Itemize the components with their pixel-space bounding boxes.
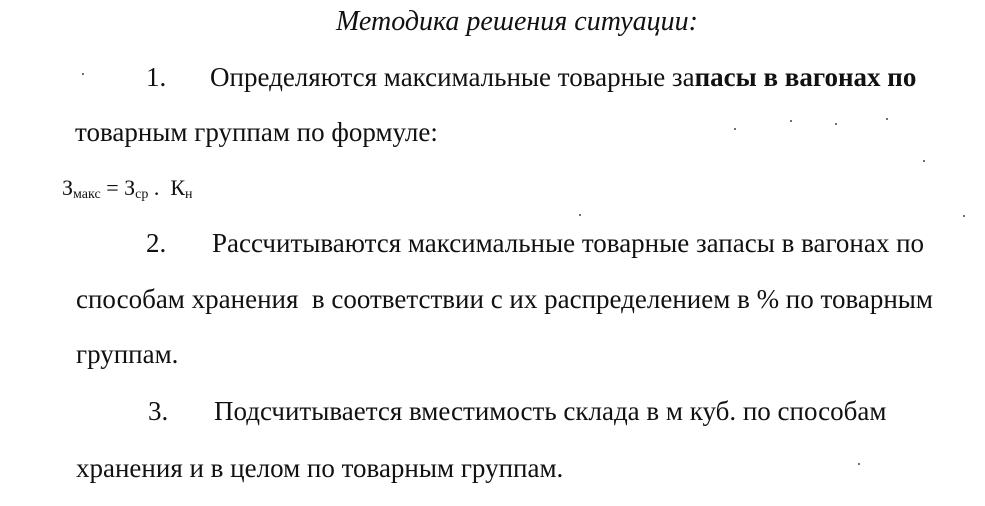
scan-speck (963, 215, 965, 217)
scan-speck (734, 128, 736, 130)
step-1-line-1-bold-text: пасы в вагонах по (694, 62, 917, 92)
formula-lhs-base: З (62, 175, 74, 200)
scan-speck (790, 120, 792, 122)
step-1-line-1 (210, 62, 916, 93)
step-2-line-1: Рассчитываются максимальные товарные запасы в вагонах по (212, 228, 925, 258)
step-1-number: 1. (146, 62, 167, 92)
scan-speck (579, 214, 581, 216)
step-1-line-1-text: Определяются максимальные товарные за (210, 62, 695, 92)
formula-lhs-subscript: макс (73, 187, 101, 202)
page-title: Методика решения ситуации: (336, 6, 699, 37)
step-3-line-1: Подсчитывается вместимость склада в м куб. по способам (214, 396, 887, 426)
step-3-line-2: хранения и в целом по товарным группам. (76, 453, 564, 483)
scan-speck (886, 118, 888, 120)
scan-speck (858, 463, 860, 465)
scan-speck (923, 160, 925, 162)
formula-rhs2-base: К (170, 175, 186, 200)
formula-separator: . (148, 175, 171, 200)
step-2-number: 2. (146, 228, 167, 258)
step-3-number: 3. (148, 396, 169, 426)
formula-rhs1-subscript: ср (135, 187, 149, 202)
formula-rhs2-subscript: н (185, 187, 193, 202)
step-2-line-3: группам. (76, 339, 179, 369)
formula (62, 175, 193, 203)
scan-speck (82, 73, 84, 75)
formula-rhs1-base: З (124, 175, 136, 200)
formula-equals: = (100, 175, 125, 200)
scan-speck (835, 123, 837, 125)
step-2-line-2: способам хранения в соответствии с их распределением в % по товарным (76, 284, 933, 314)
step-1-line-2: товарным группам по формуле: (75, 117, 438, 147)
